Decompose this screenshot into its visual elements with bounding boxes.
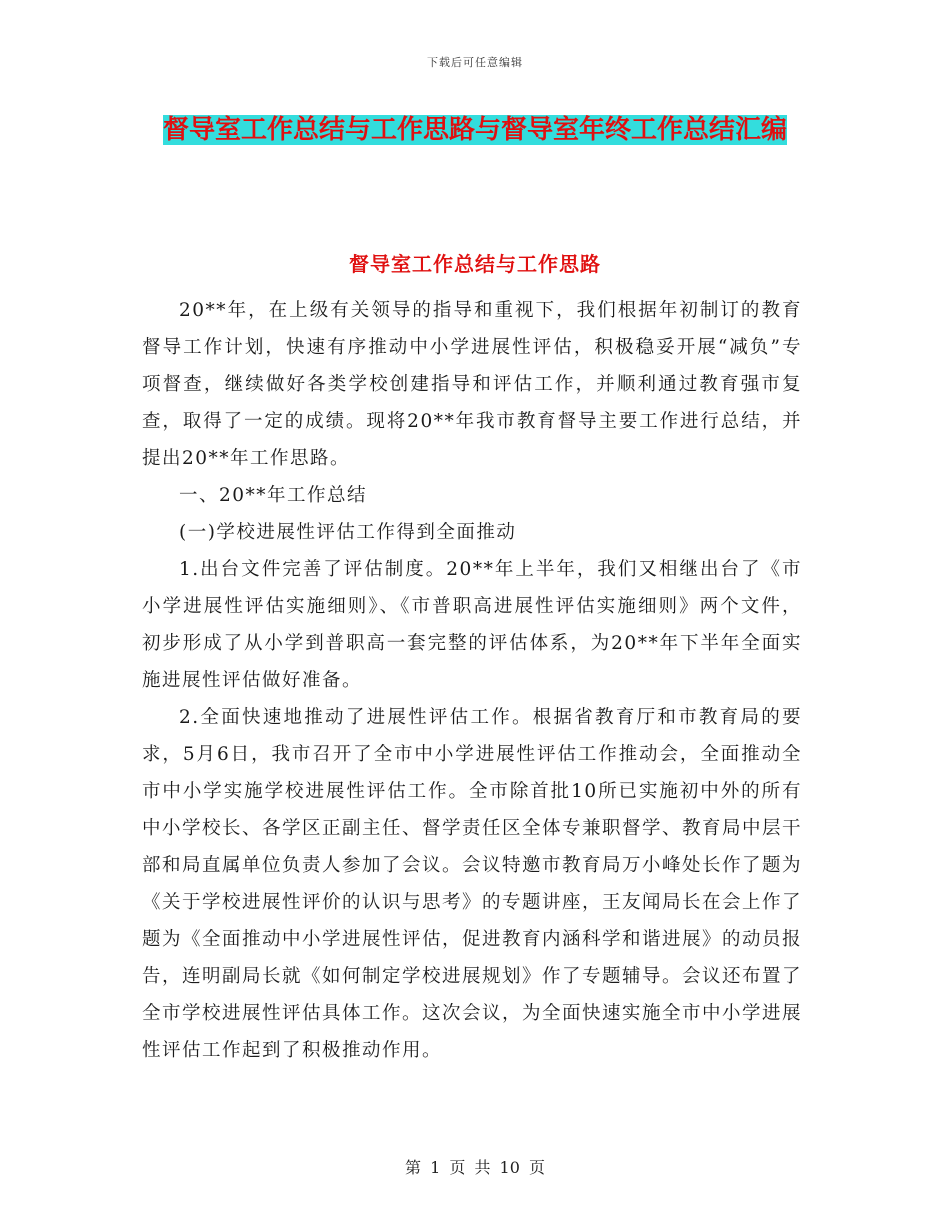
heading-subsection-one: (一)学校进展性评估工作得到全面推动 bbox=[179, 522, 517, 543]
paragraph-intro: 20**年，在上级有关领导的指导和重视下，我们根据年初制订的教育督导工作计划，快速有序推动中小学进展性评估，积极稳妥开展“减负”专项督查，继续做好各类学校创建指导和评估工作，并顺利通过教育强市复查，取得了一定的成绩。现将20**年我市教育督导主要工作进行总结，并提出20**年工作思路。 bbox=[142, 300, 802, 469]
page-footer: 第 1 页 共 10 页 bbox=[405, 1158, 545, 1177]
paragraph-item-two: 2.全面快速地推动了进展性评估工作。根据省教育厅和市教育局的要求，5月6日，我市召开了全市中小学进展性评估工作推动会，全面推动全市中小学实施学校进展性评估工作。全市除首批10所已实施初中外的所有中小学校长、各学区正副主任、督学责任区全体专兼职督学、教育局中层干部和局直属单位负责人参加了会议。会议特邀市教育局万小峰处长作了题为《关于学校进展性评价的认识与思考》的专题讲座，王友闻局长在会上作了题为《全面推动中小学进展性评估，促进教育内涵科学和谐进展》的动员报告，连明副局长就《如何制定学校进展规划》作了专题辅导。会议还布置了全市学校进展性评估具体工作。这次会议，为全面快速实施全市中小学进展性评估工作起到了积极推动作用。 bbox=[142, 707, 803, 1061]
document-title-text: 督导室工作总结与工作思路与督导室年终工作总结汇编 bbox=[162, 115, 787, 145]
paragraph-item-one: 1.出台文件完善了评估制度。20**年上半年，我们又相继出台了《市小学进展性评估实施细则》、《市普职高进展性评估实施细则》两个文件，初步形成了从小学到普职高一套完整的评估体系，为20**年下半年全面实施进展性评估做好准备。 bbox=[142, 559, 802, 691]
header-note: 下载后可任意编辑 bbox=[427, 56, 523, 69]
heading-part-one: 一、20**年工作总结 bbox=[179, 485, 368, 506]
document-body bbox=[142, 292, 802, 1069]
document-title bbox=[140, 108, 810, 152]
section-title: 督导室工作总结与工作思路 bbox=[349, 252, 601, 276]
